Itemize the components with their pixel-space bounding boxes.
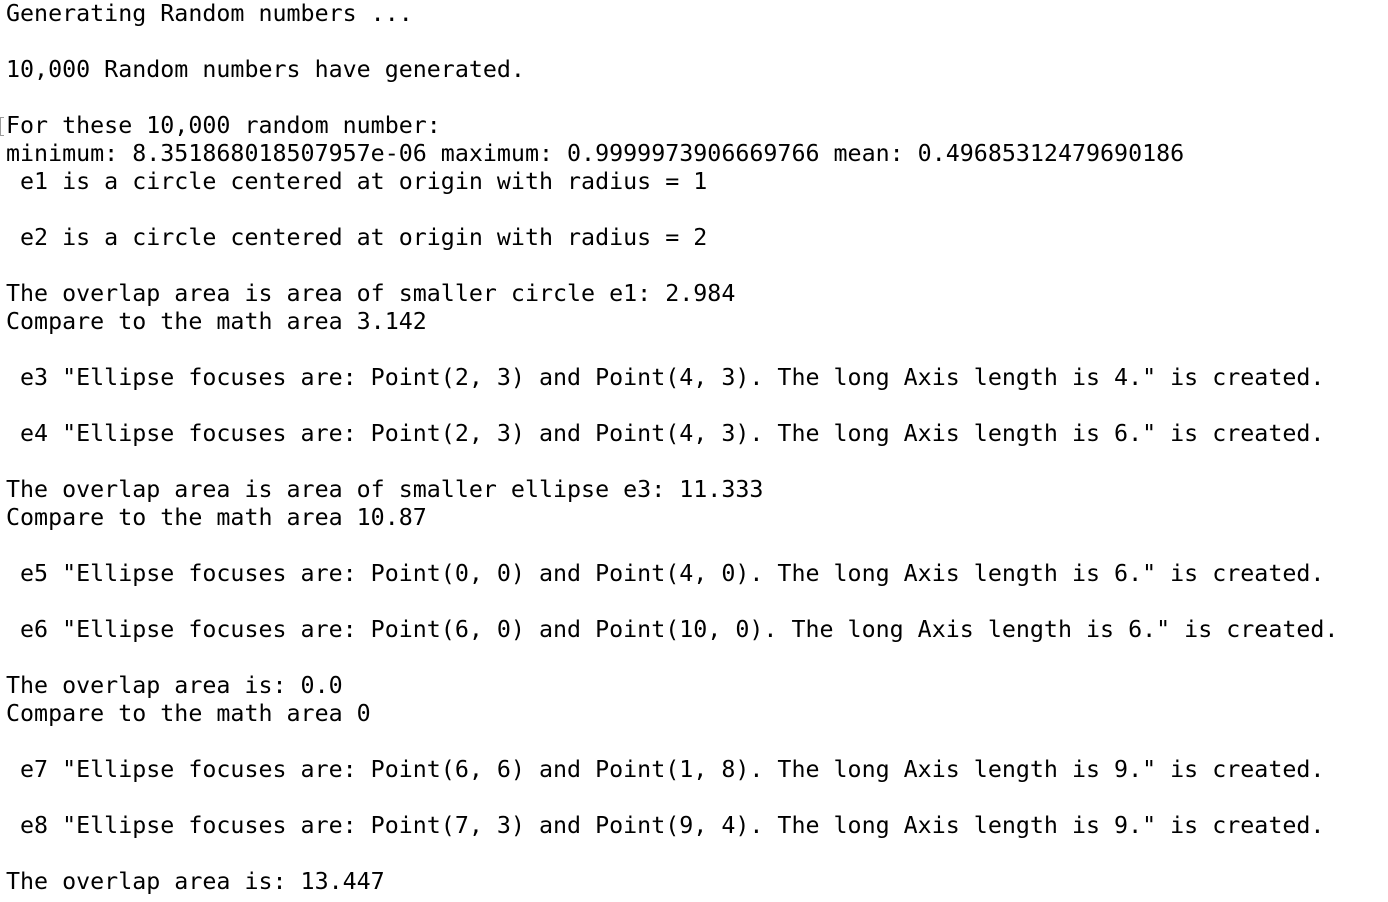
output-line: e4 "Ellipse focuses are: Point(2, 3) and Point(4, 3). The long Axis length is 6." is created. xyxy=(6,420,1325,447)
output-line: 10,000 Random numbers have generated. xyxy=(6,56,525,83)
output-line: e7 "Ellipse focuses are: Point(6, 6) and Point(1, 8). The long Axis length is 9." is created. xyxy=(6,756,1325,783)
text-cursor-marker xyxy=(0,117,4,136)
output-line xyxy=(6,84,1388,112)
output-line: e5 "Ellipse focuses are: Point(0, 0) and Point(4, 0). The long Axis length is 6." is created. xyxy=(6,560,1325,587)
output-line xyxy=(6,532,1388,560)
output-line: e1 is a circle centered at origin with radius = 1 xyxy=(6,168,708,195)
output-line xyxy=(6,588,1388,616)
output-line xyxy=(6,392,1388,420)
output-line: minimum: 8.351868018507957e-06 maximum: 0.9999973906669766 mean: 0.49685312479690186 xyxy=(6,140,1185,167)
output-line: e6 "Ellipse focuses are: Point(6, 0) and Point(10, 0). The long Axis length is 6." is created. xyxy=(6,616,1339,643)
output-line: e2 is a circle centered at origin with radius = 2 xyxy=(6,224,708,251)
output-line: The overlap area is: 0.0 xyxy=(6,672,343,699)
output-line xyxy=(6,784,1388,812)
output-line: The overlap area is area of smaller circle e1: 2.984 xyxy=(6,280,736,307)
output-line: Compare to the math area 3.142 xyxy=(6,308,427,335)
output-line: Generating Random numbers ... xyxy=(6,0,413,27)
output-line xyxy=(6,28,1388,56)
output-line: e3 "Ellipse focuses are: Point(2, 3) and Point(4, 3). The long Axis length is 4." is created. xyxy=(6,364,1325,391)
output-line: The overlap area is area of smaller ellipse e3: 11.333 xyxy=(6,476,764,503)
output-line: The overlap area is: 13.447 xyxy=(6,868,385,895)
output-line xyxy=(6,448,1388,476)
output-line: Compare to the math area 0 xyxy=(6,700,371,727)
output-line xyxy=(6,252,1388,280)
output-line: Compare to the math area 10.87 xyxy=(6,504,427,531)
output-line: For these 10,000 random number: xyxy=(6,112,441,139)
output-line xyxy=(6,728,1388,756)
output-line xyxy=(6,336,1388,364)
output-line xyxy=(6,196,1388,224)
output-line xyxy=(6,840,1388,868)
output-line xyxy=(6,644,1388,672)
output-line: e8 "Ellipse focuses are: Point(7, 3) and Point(9, 4). The long Axis length is 9." is created. xyxy=(6,812,1325,839)
